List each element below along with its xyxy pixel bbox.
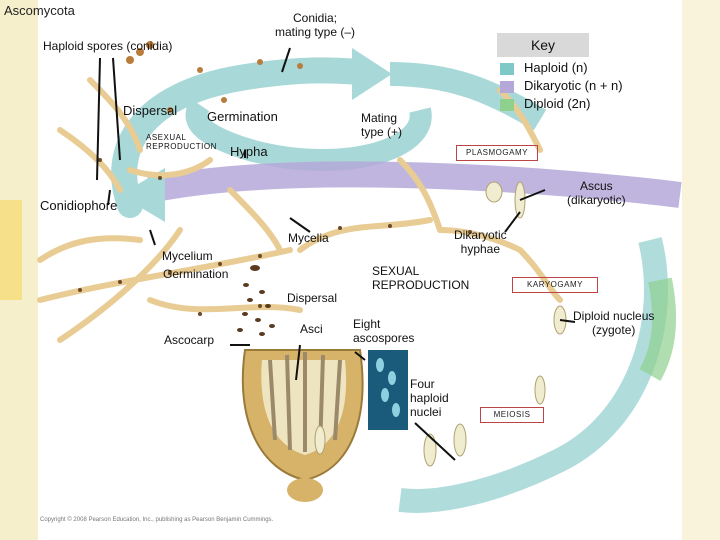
label-asci: Asci [300, 322, 323, 336]
label-diploid-nucleus: Diploid nucleus (zygote) [573, 309, 655, 337]
label-conidia-mating: Conidia; mating type (–) [275, 11, 356, 39]
label-conidiophore: Conidiophore [40, 198, 118, 213]
label-eight-ascospores: Eight ascospores [353, 317, 415, 345]
key-item-haploid: Haploid (n) [524, 60, 588, 75]
label-ascus: Ascus (dikaryotic) [567, 179, 626, 207]
key-heading: Key [497, 33, 589, 57]
ascospores-micrograph [368, 350, 408, 430]
label-haploid-spores: Haploid spores (conidia) [43, 39, 173, 53]
label-four-haploid-nuclei: Four haploid nuclei [410, 377, 449, 419]
right-decorative-strip [682, 0, 720, 540]
dispersing-ascospores [237, 265, 275, 336]
label-dispersal-bottom: Dispersal [287, 291, 338, 305]
key-swatch-dikaryotic [500, 81, 514, 93]
haploid-cycle-arrowhead [352, 48, 392, 100]
ascocarp [243, 350, 363, 502]
label-germination-top: Germination [207, 109, 278, 124]
label-mating-type-plus: Mating type (+) [361, 111, 403, 139]
key-item-dikaryotic: Dikaryotic (n + n) [524, 78, 623, 93]
label-hypha: Hypha [230, 144, 268, 159]
label-plasmogamy: PLASMOGAMY [456, 145, 538, 161]
diagram-title: Ascomycota [4, 3, 75, 18]
label-mycelia: Mycelia [288, 231, 329, 245]
copyright-notice: Copyright © 2008 Pearson Education, Inc., publishing as Pearson Benjamin Cummings. [40, 517, 274, 523]
key-item-diploid: Diploid (2n) [524, 96, 591, 111]
label-dispersal-top: Dispersal [123, 103, 178, 118]
label-ascocarp: Ascocarp [164, 333, 215, 347]
key-swatch-diploid [500, 99, 514, 111]
label-asexual-reproduction: ASEXUAL REPRODUCTION [146, 133, 217, 152]
yellow-accent-bar [0, 200, 22, 300]
label-germination-bottom: Germination [163, 267, 229, 281]
label-dikaryotic-hyphae: Dikaryotic hyphae [454, 228, 507, 256]
key-swatch-haploid [500, 63, 514, 75]
label-karyogamy: KARYOGAMY [512, 277, 598, 293]
label-mycelium: Mycelium [162, 249, 213, 263]
label-sexual-reproduction: SEXUAL REPRODUCTION [372, 264, 470, 292]
label-meiosis: MEIOSIS [480, 407, 544, 423]
